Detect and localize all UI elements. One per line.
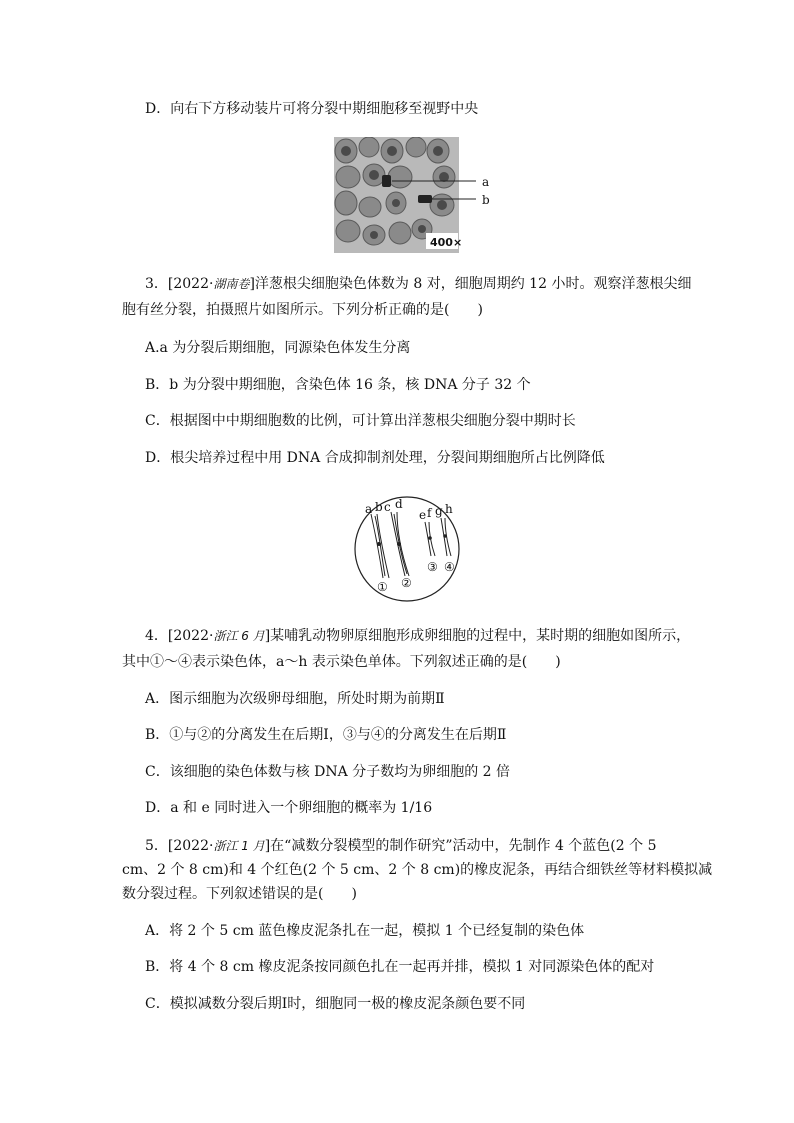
q5-number: 5．[2022· [145, 838, 214, 854]
q5-stem-line2: cm、2 个 8 cm)和 4 个红色(2 个 5 cm、2 个 8 cm)的橡皮泥条，再结合细铁丝等材料模拟减 [122, 862, 713, 878]
q4-option-d: D．a 和 e 同时进入一个卵细胞的概率为 1/16 [145, 800, 433, 816]
chromatid-d: d [395, 497, 403, 511]
q4-stem-line1 [145, 627, 690, 645]
q3-source: 湖南卷 [213, 277, 250, 291]
q3-stem-line2: 胞有丝分裂，拍摄照片如图所示。下列分析正确的是( ) [122, 302, 483, 318]
q5-option-c: C．模拟减数分裂后期Ⅰ时，细胞同一极的橡皮泥条颜色要不同 [145, 996, 526, 1012]
q3-stem-line1 [145, 275, 691, 293]
chromosome-2-label: ② [401, 576, 412, 590]
label-a: a [482, 175, 490, 189]
q3-stem-text1: ]洋葱根尖细胞染色体数为 8 对，细胞周期约 12 小时。观察洋葱根尖细 [249, 276, 692, 292]
q5-option-b: B．将 4 个 8 cm 橡皮泥条按同颜色扎在一起再并排，模拟 1 对同源染色体的配对 [145, 959, 655, 975]
chromatid-g: g [435, 504, 443, 518]
q4-stem-text1: ]某哺乳动物卵原细胞形成卵细胞的过程中，某时期的细胞如图所示， [264, 628, 691, 644]
q3-option-c: C．根据图中中期细胞数的比例，可计算出洋葱根尖细胞分裂中期时长 [145, 413, 576, 429]
q3-option-d: D．根尖培养过程中用 DNA 合成抑制剂处理，分裂间期细胞所占比例降低 [145, 450, 605, 466]
q4-number: 4．[2022· [145, 628, 214, 644]
chromatid-a: a [365, 502, 373, 516]
chromatid-c: c [384, 500, 391, 514]
q3-option-b: B．b 为分裂中期细胞，含染色体 16 条，核 DNA 分子 32 个 [145, 377, 531, 393]
q5-stem-text1: ]在“减数分裂模型的制作研究”活动中，先制作 4 个蓝色(2 个 5 [264, 838, 657, 854]
q4-option-c: C．该细胞的染色体数与核 DNA 分子数均为卵细胞的 2 倍 [145, 764, 511, 780]
q3-number: 3．[2022· [145, 276, 214, 292]
q5-source: 浙江 1 月 [213, 839, 265, 853]
q5-stem-line1 [145, 837, 656, 855]
micrograph-image [334, 137, 494, 253]
micrograph-figure [334, 137, 494, 253]
q5-stem-line3: 数分裂过程。下列叙述错误的是( ) [122, 886, 357, 902]
chromosome-1-label: ① [377, 580, 388, 594]
label-b: b [482, 193, 490, 207]
chromatid-b: b [375, 500, 383, 514]
magnification-label: 400× [430, 236, 463, 249]
cell-chromosome-figure [349, 492, 467, 604]
q2-option-d: D．向右下方移动装片可将分裂中期细胞移至视野中央 [145, 101, 479, 117]
chromosome-3-label: ③ [427, 560, 438, 574]
q4-stem-line2: 其中①～④表示染色体，a～h 表示染色单体。下列叙述正确的是( ) [122, 654, 561, 670]
chromatid-h: h [445, 502, 453, 516]
q5-option-a: A．将 2 个 5 cm 蓝色橡皮泥条扎在一起，模拟 1 个已经复制的染色体 [145, 923, 585, 939]
q4-source: 浙江 6 月 [213, 629, 265, 643]
q4-option-a: A．图示细胞为次级卵母细胞，所处时期为前期Ⅱ [145, 691, 445, 707]
q4-option-b: B．①与②的分离发生在后期Ⅰ，③与④的分离发生在后期Ⅱ [145, 727, 507, 743]
q3-option-a: A.a 为分裂后期细胞，同源染色体发生分离 [145, 340, 411, 356]
chromatid-f: f [427, 506, 432, 520]
chromatid-e: e [419, 508, 427, 522]
chromosome-4-label: ④ [444, 560, 455, 574]
